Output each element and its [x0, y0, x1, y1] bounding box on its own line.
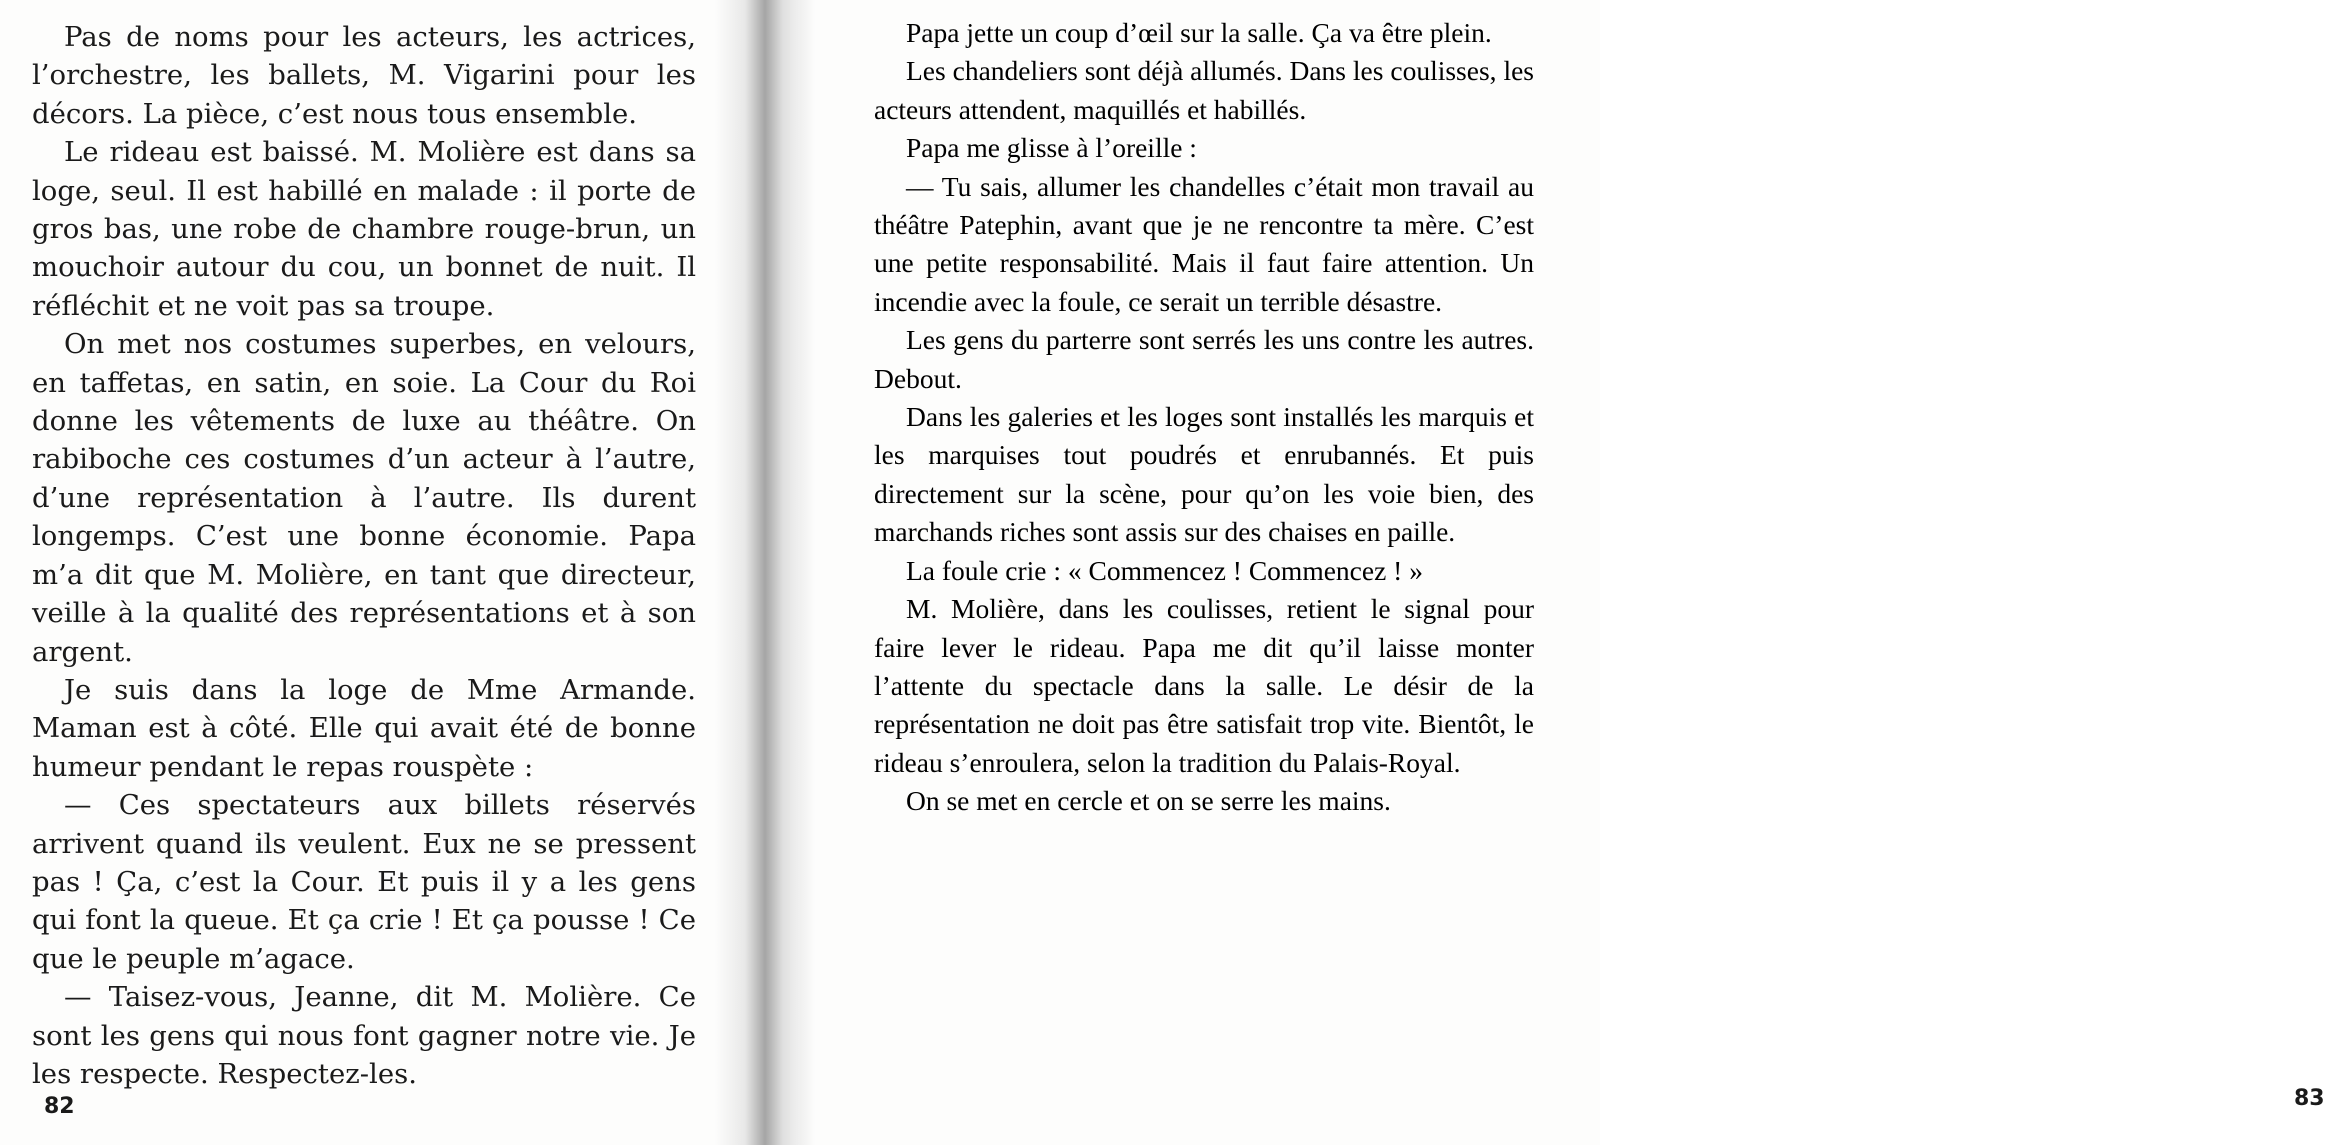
page-number: 83 — [2294, 1086, 2325, 1111]
paragraph: Le rideau est baissé. M. Molière est dans sa loge, seul. Il est habillé en malade : il porte de gros bas, une robe de chambre rouge-brun, un mouchoir autour du cou, un bonnet de nuit. Il réfléchit et ne voit pas sa troupe. — [32, 136, 696, 322]
paragraph: Je suis dans la loge de Mme Armande. Maman est à côté. Elle qui avait été de bonne humeur pendant le repas rouspète : — [32, 673, 696, 783]
left-page — [0, 0, 790, 1145]
right-page-text — [874, 14, 1534, 821]
paragraph: M. Molière, dans les coulisses, retient le signal pour faire lever le rideau. Papa me dit qu’il laisse monter l’attente du spectacle dans la salle. Le désir de la représentation ne doit pas être satisfait trop vite. Bientôt, le rideau s’enroulera, selon la tradition du Palais-Royal. — [874, 593, 1534, 778]
paragraph: On met nos costumes superbes, en velours, en taffetas, en satin, en soie. La Cour du Roi donne les vêtements de luxe au théâtre. On rabiboche ces costumes d’un acteur à l’autre, d’une représentation à l’autre. Ils durent longemps. C’est une bonne économie. Papa m’a dit que M. Molière, en tant que directeur, veille à la qualité des représentations et à son argent. — [32, 328, 696, 668]
paragraph: — Taisez-vous, Jeanne, dit M. Molière. Ce sont les gens qui nous font gagner notre vie. Je les respecte. Respectez-les. — [32, 981, 696, 1090]
paragraph: Pas de noms pour les acteurs, les actrices, l’orchestre, les ballets, M. Vigarini pour les décors. La pièce, c’est nous tous ensemble. — [32, 21, 696, 130]
paragraph: Les chandeliers sont déjà allumés. Dans les coulisses, les acteurs attendent, maquillés et habillés. — [874, 55, 1534, 125]
paragraph: — Ces spectateurs aux billets réservés arrivent quand ils veulent. Eux ne se pressent pas ! Ça, c’est la Cour. Et puis il y a les gens qui font la queue. Et ça crie ! Et ça pousse ! Ce que le peuple m’agace. — [32, 789, 696, 975]
left-page-text — [32, 18, 696, 1093]
paragraph: Papa jette un coup d’œil sur la salle. Ça va être plein. — [906, 17, 1492, 48]
paragraph: Les gens du parterre sont serrés les uns contre les autres. Debout. — [874, 324, 1534, 394]
paragraph: La foule crie : « Commencez ! Commencez ! » — [906, 554, 1423, 586]
paragraph: On se met en cercle et on se serre les mains. — [906, 785, 1391, 817]
paragraph: — Tu sais, allumer les chandelles c’était mon travail au théâtre Patephin, avant que je ne rencontre ta mère. C’est une petite responsabilité. Mais il faut faire attention. Un incendie avec la foule, ce serait un terrible désastre. — [874, 170, 1534, 317]
paragraph: Papa me glisse à l’oreille : — [906, 132, 1197, 164]
paragraph: Dans les galeries et les loges sont installés les marquis et les marquises tout poudrés et enrubannés. Et puis directement sur la scène, pour qu’on les voie bien, des marchands riches sont assis sur des chaises en paille. — [874, 401, 1534, 548]
page-number: 82 — [44, 1094, 75, 1119]
